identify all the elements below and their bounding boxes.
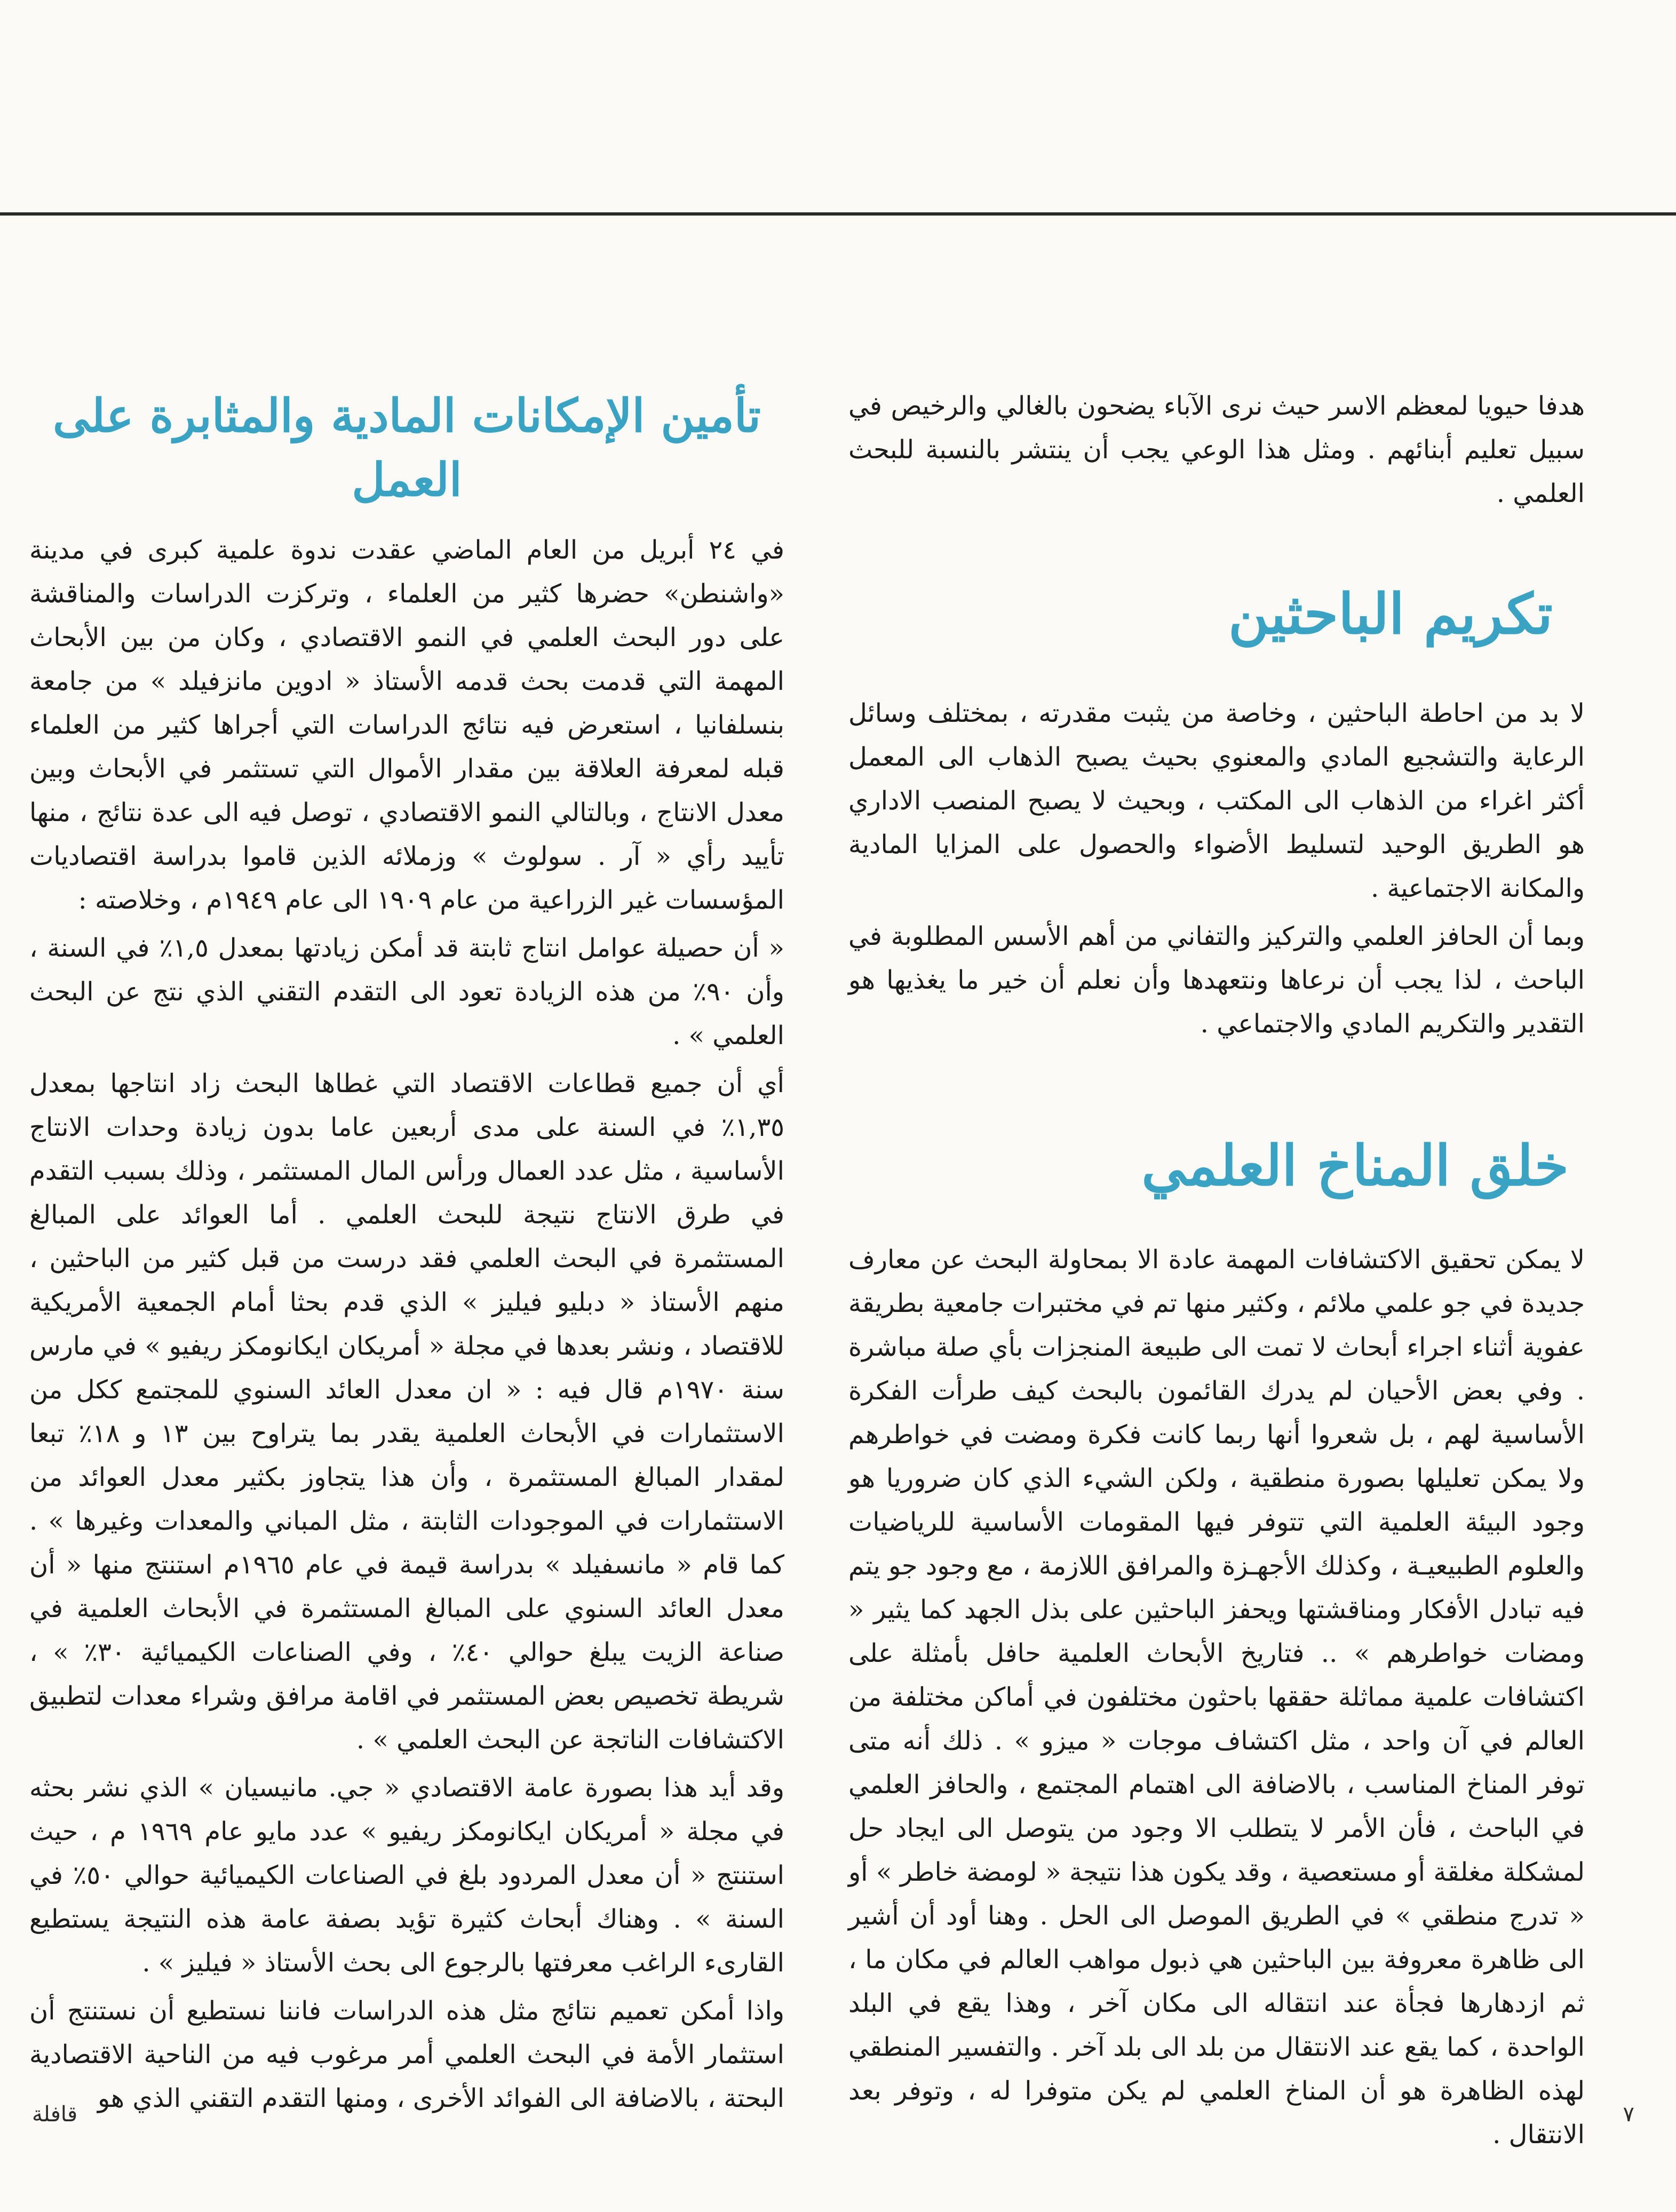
- section-heading-material-resources: تأمين الإمكانات المادية والمثابرة على العمل: [53, 389, 761, 507]
- paragraph: واذا أمكن تعميم نتائج مثل هذه الدراسات فاننا نستطيع أن نستنتج أن استثمار الأمة في البحث العلمي أمر مرغوب فيه من الناحية الاقتصادية البحتة ، بالاضافة الى الفوائد الأخرى ، ومنها التقدم التقني الذي هو: [29, 1996, 785, 2113]
- right-column: [848, 384, 1585, 2161]
- intro-paragraph: هدفا حيويا لمعظم الاسر حيث نرى الآباء يضحون بالغالي والرخيص في سبيل تعليم أبنائهم . ومثل هذا الوعي يجب أن ينتشر بالنسبة للبحث العلمي .: [848, 391, 1585, 508]
- top-rule: [0, 212, 1676, 216]
- paragraph: أي أن جميع قطاعات الاقتصاد التي غطاها البحث زاد انتاجها بمعدل ١,٣٥٪ في السنة على مدى أربعين عاما بدون زيادة وحدات الانتاج الأساسية ، مثل عدد العمال ورأس المال المستثمر ، وذلك بسبب التقدم في طرق الانتاج نتيجة للبحث العلمي . أما العوائد على المبالغ المستثمرة في البحث العلمي فقد درست من قبل كثير من الباحثين ، منهم الأستاذ « دبليو فيليز » الذي قدم بحثا أمام الجمعية الأمريكية للاقتصاد ، ونشر بعدها في مجلة « أمريكان ايكانومكز ريفيو » في مارس سنة ١٩٧٠م قال فيه : « ان معدل العائد السنوي للمجتمع ككل من الاستثمارات في الأبحاث العلمية يقدر بما يتراوح بين ١٣ و ١٨٪ تبعا لمقدار المبالغ المستثمرة ، وأن هذا يتجاوز بكثير معدل العوائد من الاستثمارات في الموجودات الثابتة ، مثل المباني والمعدات وغيرها » . كما قام « مانسفيلد » بدراسة قيمة في عام ١٩٦٥م استنتج منها « أن معدل العائد السنوي على المبالغ المستثمرة في الأبحاث العلمية في صناعة الزيت يبلغ حوالي ٤٠٪ ، وفي الصناعات الكيميائية ٣٠٪ » ، شريطة تخصيص بعض المستثمر في اقامة مرافق وشراء معدات لتطبيق الاكتشافات الناتجة عن البحث العلمي » .: [29, 1069, 785, 1755]
- section-heading-scientific-climate: خلق المناخ العلمي: [1141, 1133, 1569, 1198]
- magazine-name: قافلة: [32, 2102, 78, 2127]
- paragraph: وقد أيد هذا بصورة عامة الاقتصادي « جي. مانيسيان » الذي نشر بحثه في مجلة « أمريكان ايكانومكز ريفيو » عدد مايو عام ١٩٦٩ م ، حيث استنتج « أن معدل المردود بلغ في الصناعات الكيميائية حوالي ٥٠٪ في السنة » . وهناك أبحاث كثيرة تؤيد بصفة عامة هذه النتيجة يستطيع القارىء الراغب معرفتها بالرجوع الى بحث الأستاذ « فيليز » .: [29, 1773, 784, 1978]
- paragraph: لا بد من احاطة الباحثين ، وخاصة من يثبت مقدرته ، بمختلف وسائل الرعاية والتشجيع المادي والمعنوي بحيث يصبح الذهاب الى المعمل أكثر اغراء من الذهاب الى المكتب ، وبحيث لا يصبح المنصب الاداري هو الطريق الوحيد لتسليط الأضواء والحصول على المزايا المادية والمكانة الاجتماعية .: [848, 698, 1585, 903]
- paragraph: لا يمكن تحقيق الاكتشافات المهمة عادة الا بمحاولة البحث عن معارف جديدة في جو علمي ملائم ، وكثير منها تم في مختبرات جامعية بطريقة عفوية أثناء اجراء أبحاث لا تمت الى طبيعة المنجزات بأي صلة مباشرة . وفي بعض الأحيان لم يدرك القائمون بالبحث كيف طرأت الفكرة الأساسية لهم ، بل شعروا أنها ربما كانت فكرة ومضت في خواطرهم ولا يمكن تعليلها بصورة منطقية ، ولكن الشيء الذي كان ضروريا هو وجود البيئة العلمية التي تتوفر فيها المقومات الأساسية للرياضيات والعلوم الطبيعيـة ، وكذلك الأجهـزة والمرافق اللازمة ، مع وجود جو يتم فيه تبادل الأفكار ومناقشتها ويحفز الباحثين على بذل الجهد كما يثير « ومضات خواطرهم » .. فتاريخ الأبحاث العلمية حافل بأمثلة على اكتشافات علمية مماثلة حققها باحثون مختلفون في أماكن مختلفة من العالم في آن واحد ، مثل اكتشاف موجات « ميزو » . ذلك أنه متى توفر المناخ المناسب ، بالاضافة الى اهتمام المجتمع ، والحافز العلمي في الباحث ، فأن الأمر لا يتطلب الا وجود من يتوصل الى ايجاد حل لمشكلة مغلقة أو مستعصية ، وقد يكون هذا نتيجة « لومضة خاطر » أو « تدرج منطقي » في الطريق الموصل الى الحل . وهنا أود أن أشير الى ظاهرة معروفة بين الباحثين هي ذبول مواهب العالم في مكان ما ، ثم ازدهارها فجأة عند انتقاله الى مكان آخر ، وهذا يقع في البلد الواحدة ، كما يقع عند الانتقال من بلد الى بلد آخر . والتفسير المنطقي لهذه الظاهرة هو أن المناخ العلمي لم يكن متوفرا له ، وتوفر بعد الانتقال .: [848, 1245, 1585, 2150]
- page-number: ٧: [1623, 2102, 1634, 2127]
- paragraph: في ٢٤ أبريل من العام الماضي عقدت ندوة علمية كبرى في مدينة «واشنطن» حضرها كثير من العلماء ، وتركزت الدراسات والمناقشة على دور البحث العلمي في النمو الاقتصادي ، وكان من بين الأبحاث المهمة التي قدمت بحث قدمه الأستاذ « ادوين مانزفيلد » من جامعة بنسلفانيا ، استعرض فيه نتائج الدراسات التي أجراها كثير من العلماء قبله لمعرفة العلاقة بين مقدار الأموال التي تستثمر في الأبحاث وبين معدل الانتاج ، وبالتالي النمو الاقتصادي ، توصل فيه الى عدة نتائج ، منها تأييد رأي « آر . سولوث » وزملائه الذين قاموا بدراسة اقتصاديات المؤسسات غير الزراعية من عام ١٩٠٩ الى عام ١٩٤٩م ، وخلاصته :: [29, 535, 785, 915]
- left-column: [29, 384, 784, 2125]
- section-heading-honoring-researchers: تكريم الباحثين: [1228, 581, 1553, 647]
- paragraph: وبما أن الحافز العلمي والتركيز والتفاني من أهم الأسس المطلوبة في الباحث ، لذا يجب أن نرعاها ونتعهدها وأن نعلم أن خير ما يغذيها هو التقدير والتكريم المادي والاجتماعي .: [848, 921, 1585, 1039]
- paragraph: « أن حصيلة عوامل انتاج ثابتة قد أمكن زيادتها بمعدل ١,٥٪ في السنة ، وأن ٩٠٪ من هذه الزيادة تعود الى التقدم التقني الذي نتج عن البحث العلمي » .: [29, 933, 785, 1051]
